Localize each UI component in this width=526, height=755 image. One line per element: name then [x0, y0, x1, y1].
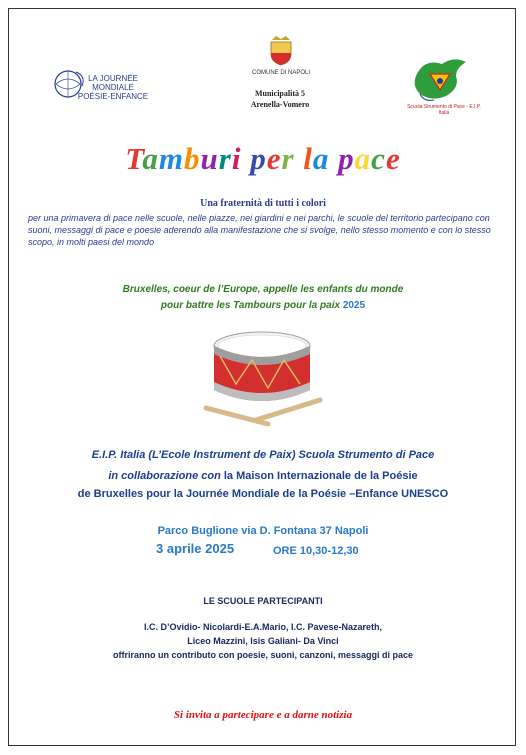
- subtitle: Una fraternità di tutti i colori: [200, 198, 326, 209]
- title-letter: e: [266, 141, 282, 176]
- title-letter: p: [338, 141, 355, 176]
- title-letter: [329, 141, 338, 176]
- french-line-2-text: pour battre les Tambours pour la paix: [160, 300, 341, 311]
- title-letter: T: [125, 141, 143, 176]
- intro-paragraph: per una primavera di pace nelle scuole, nelle piazze, nei giardini e nei parchi, le scuole del territorio partecipano con suoni, messaggi di pace e poesie aderendo alla manifestazione che si svolge, nello stesso momento e con lo stesso scopo, in molti paesi del mondo: [28, 213, 491, 247]
- journee-mondiale-caption: LA JOURNÉE MONDIALE POÉSIE-ENFANCE: [77, 74, 149, 101]
- title-letter: u: [200, 141, 219, 176]
- page-title: [0, 141, 526, 177]
- title-letter: e: [385, 141, 401, 176]
- dove-logo-caption: Scuola Strumento di Pace - E.I.P. Italia: [407, 104, 481, 116]
- title-letter: a: [312, 141, 330, 176]
- event-date: 3 aprile 2025: [156, 541, 235, 556]
- title-letter: [241, 141, 250, 176]
- event-place: Parco Buglione via D. Fontana 37 Napoli: [157, 525, 369, 537]
- title-letter: i: [231, 141, 242, 176]
- schools-line-3: offriranno un contributo con poesie, suoni, canzoni, messaggi di pace: [112, 650, 414, 660]
- title-letter: r: [218, 141, 232, 176]
- schools-list: [0, 620, 526, 662]
- title-letter: m: [158, 141, 184, 176]
- dove-peace-logo: [410, 54, 470, 106]
- schools-heading: LE SCUOLE PARTECIPANTI: [203, 596, 323, 606]
- title-letter: b: [184, 141, 201, 176]
- title-letter: r: [281, 141, 295, 176]
- title-letter: a: [142, 141, 159, 176]
- event-time: ORE 10,30-12,30: [273, 545, 359, 557]
- french-year: 2025: [342, 300, 366, 311]
- eip-line-3: de Bruxelles pour la Journée Mondiale de la Poésie –Enfance UNESCO: [77, 488, 449, 500]
- french-line-1: Bruxelles, coeur de l’Europe, appelle les enfants du monde: [122, 284, 404, 295]
- title-letter: a: [354, 141, 372, 176]
- title-letter: [295, 141, 304, 176]
- invitation-line: Si invita a partecipare e a darne notizia: [173, 709, 353, 721]
- drum-illustration: [196, 320, 330, 430]
- comune-napoli-crest-icon: [268, 34, 294, 66]
- schools-line-1: I.C. D’Ovidio- Nicolardi-E.A.Mario, I.C. Pavese-Nazareth,: [143, 622, 383, 632]
- title-letter: l: [303, 141, 313, 176]
- title-letter: p: [250, 141, 267, 176]
- french-line-2: [0, 300, 526, 311]
- title-letter: c: [371, 141, 386, 176]
- comune-caption: COMUNE DI NAPOLI: [251, 70, 310, 76]
- municipality-label: Municipalità 5 Arenella-Vomero: [250, 89, 310, 109]
- schools-line-2: Liceo Mazzini, Isis Galiani- Da Vinci: [187, 636, 339, 646]
- eip-line-2: [0, 470, 526, 482]
- eip-line-1: E.I.P. Italia (L’Ecole Instrument de Paix) Scuola Strumento di Pace: [91, 449, 435, 461]
- eip-line-2-italic: in collaborazione con: [108, 470, 221, 482]
- eip-line-2-rest: la Maison Internazionale de la Poésie: [220, 470, 418, 482]
